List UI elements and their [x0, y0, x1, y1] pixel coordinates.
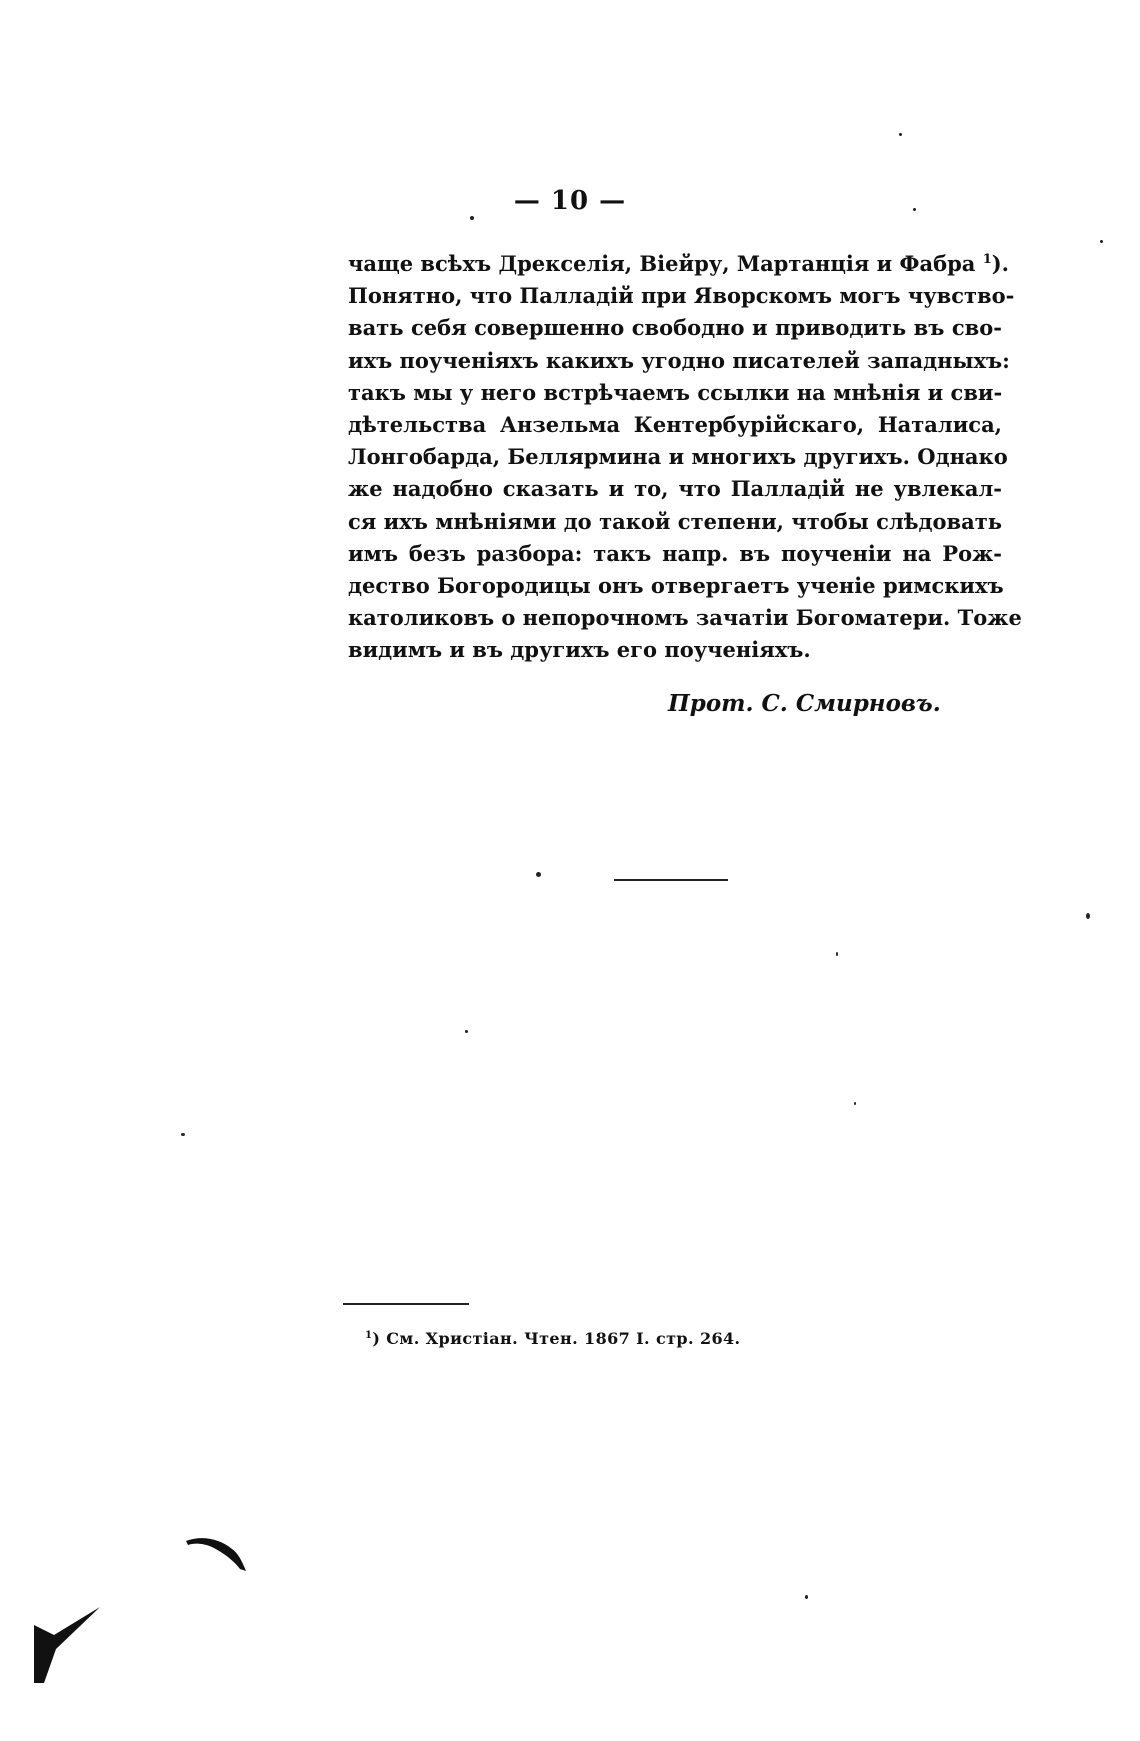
scan-speck [1086, 913, 1090, 919]
scan-speck [181, 1133, 185, 1136]
scan-speck [465, 1030, 468, 1033]
footnote-separator [343, 1303, 469, 1305]
text-line: дество Богородицы онъ отвергаетъ ученіе римскихъ [348, 572, 1004, 598]
scan-smudge [186, 1535, 250, 1575]
page-number: — 10 — [513, 186, 627, 216]
text-line: имъ безъ разбора: такъ напр. въ поученіи на Рож- [348, 540, 1002, 566]
text-line: дѣтельства Анзельма Кентербурійскаго, Наталиса, [348, 411, 1002, 437]
scan-speck [536, 872, 541, 877]
footnote-marker: 1 [365, 1330, 373, 1341]
text-line: такъ мы у него встрѣчаемъ ссылки на мнѣнія и сви- [348, 379, 1003, 405]
scan-smudge [30, 1605, 104, 1685]
scan-speck [1100, 240, 1103, 243]
body-text [348, 248, 1022, 666]
scan-speck [470, 216, 474, 220]
text-line: Понятно, что Палладій при Яворскомъ могъ чувство- [348, 283, 1015, 309]
text-line: же надобно сказать и то, что Палладій не увлекал- [348, 476, 1002, 502]
scan-speck [899, 133, 902, 136]
text-line: вать себя совершенно свободно и приводить въ сво- [348, 315, 1002, 341]
text-line: ихъ поученіяхъ какихъ угодно писателей западныхъ: [348, 347, 1010, 373]
text-line: видимъ и въ другихъ его поученіяхъ. [348, 637, 811, 663]
footnote-reference: 1 [982, 252, 992, 267]
text-line: чаще всѣхъ Дрекселія, Віейру, Мартанція и Фабра $^1$). [348, 251, 1009, 276]
text-line: Лонгобарда, Беллярмина и многихъ другихъ. Однако [348, 444, 1008, 470]
text-line: католиковъ о непорочномъ зачатіи Богоматери. Тоже [348, 605, 1022, 631]
author-signature: Прот. С. Смирновъ. [668, 690, 941, 717]
section-end-rule [614, 879, 728, 881]
text-line: ся ихъ мнѣніями до такой степени, чтобы слѣдовать [348, 508, 1002, 534]
scan-speck [854, 1102, 856, 1105]
scan-speck [836, 952, 838, 956]
footnote [365, 1329, 741, 1348]
scan-speck [913, 208, 916, 211]
scan-speck [805, 1595, 808, 1599]
footnote-text: ) См. Христіан. Чтен. 1867 I. стр. 264. [372, 1329, 741, 1348]
